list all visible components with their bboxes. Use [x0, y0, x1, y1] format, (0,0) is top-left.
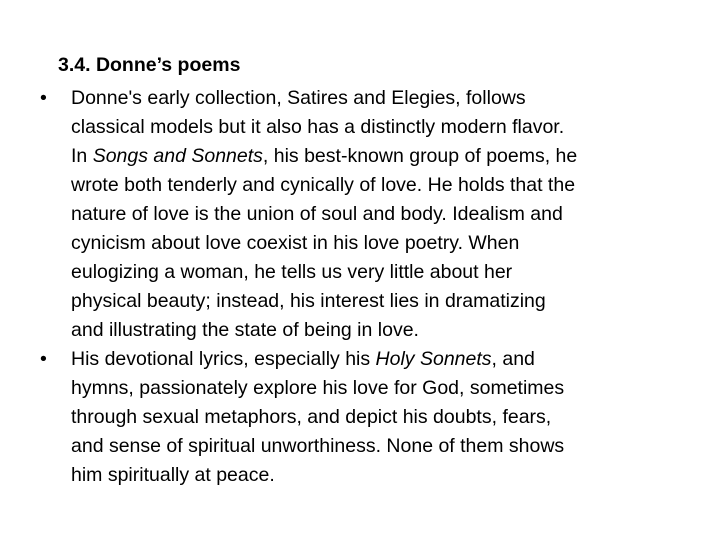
- bullet-text-line: him spiritually at peace.: [71, 464, 275, 486]
- bullet-list: [40, 84, 680, 490]
- bullet-dot: •: [40, 348, 47, 370]
- bullet-text-line: physical beauty; instead, his interest lies in dramatizing: [71, 290, 546, 312]
- bullet-text-line: eulogizing a woman, he tells us very little about her: [71, 261, 513, 283]
- italic-title: Holy Sonnets: [375, 348, 492, 370]
- bullet-text-line: hymns, passionately explore his love for God, sometimes: [71, 377, 565, 399]
- bullet-text-line: and sense of spiritual unworthiness. None of them shows: [71, 435, 565, 457]
- bullet-text-line: classical models but it also has a distinctly modern flavor.: [71, 116, 565, 138]
- bullet-text-line: and illustrating the state of being in love.: [71, 319, 419, 341]
- bullet-text-line: wrote both tenderly and cynically of love. He holds that the: [71, 174, 576, 196]
- bullet-text-line: His devotional lyrics, especially his Holy Sonnets, and: [71, 348, 535, 370]
- bullet-text-line: nature of love is the union of soul and body. Idealism and: [71, 203, 563, 225]
- bullet-text-line: In Songs and Sonnets, his best-known group of poems, he: [71, 145, 578, 167]
- bullet-item: [40, 345, 680, 490]
- bullet-text-line: through sexual metaphors, and depict his doubts, fears,: [71, 406, 552, 428]
- bullet-item: [40, 84, 680, 345]
- bullet-dot: •: [40, 87, 47, 109]
- bullet-text-line: cynicism about love coexist in his love poetry. When: [71, 232, 520, 254]
- bullet-text-line: Donne's early collection, Satires and Elegies, follows: [71, 87, 526, 109]
- slide-heading: 3.4. Donne’s poems: [58, 54, 241, 76]
- italic-title: Songs and Sonnets: [92, 145, 263, 167]
